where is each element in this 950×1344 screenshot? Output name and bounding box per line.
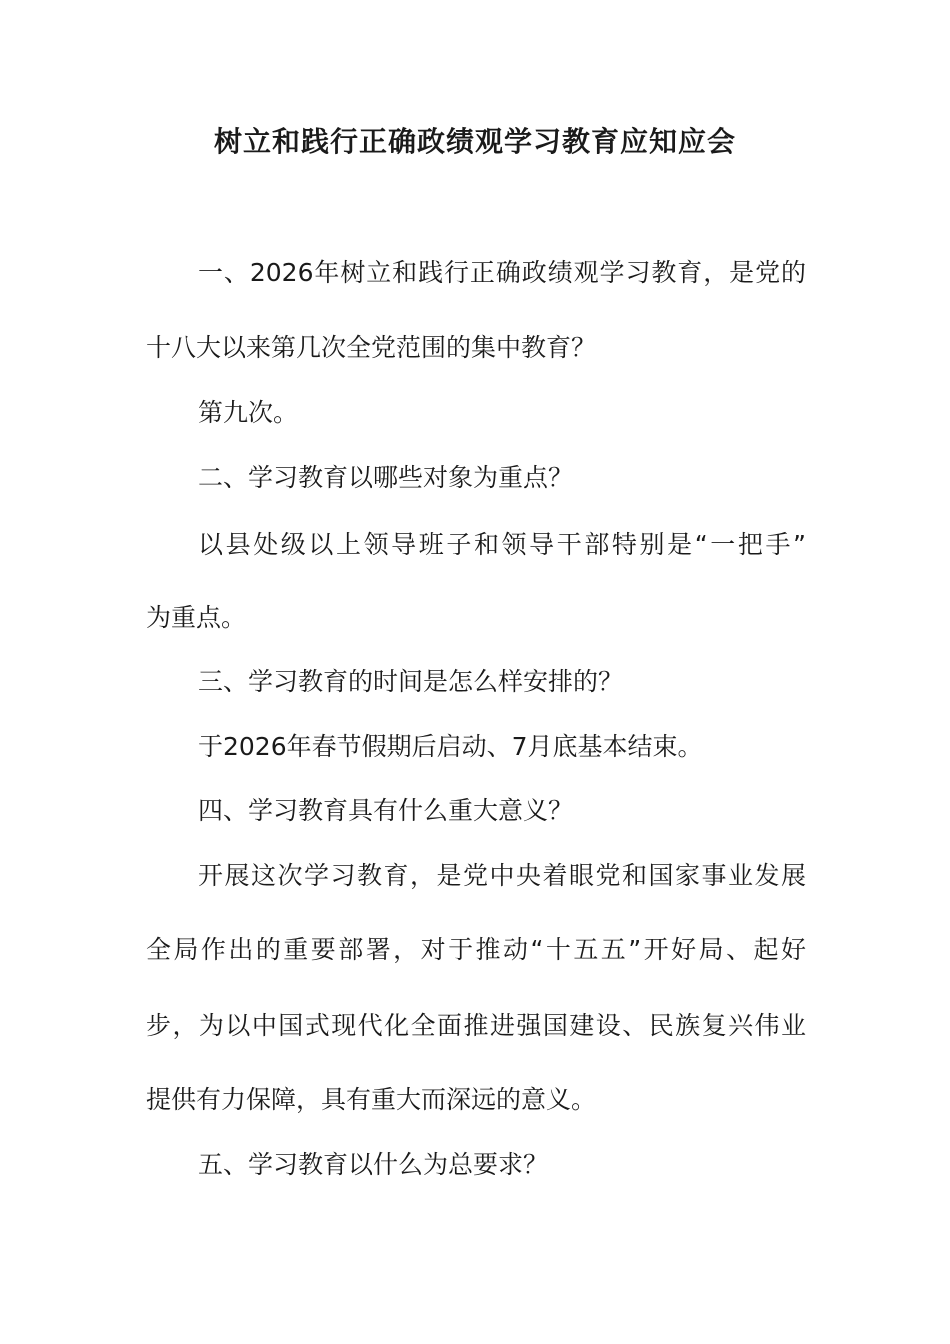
question-3: 三、学习教育的时间是怎么样安排的？ [198, 667, 624, 696]
question-1-line-2: 十八大以来第几次全党范围的集中教育？ [146, 333, 597, 362]
answer-2-line-2: 为重点。 [146, 603, 247, 632]
question-4: 四、学习教育具有什么重大意义？ [198, 796, 574, 825]
question-1-line-1: 一、2026年树立和践行正确政绩观学习教育，是党的 [198, 258, 806, 287]
answer-4-line-3: 步，为以中国式现代化全面推进强国建设、民族复兴伟业 [146, 1011, 806, 1040]
answer-2-line-1: 以县处级以上领导班子和领导干部特别是“一把手” [198, 530, 806, 559]
document-title: 树立和践行正确政绩观学习教育应知应会 [213, 125, 736, 158]
answer-3: 于2026年春节假期后启动、7月底基本结束。 [198, 732, 703, 761]
answer-4-line-2: 全局作出的重要部署，对于推动“十五五”开好局、起好 [146, 935, 806, 964]
answer-4-line-1: 开展这次学习教育，是党中央着眼党和国家事业发展 [198, 861, 806, 890]
answer-4-line-4: 提供有力保障，具有重大而深远的意义。 [146, 1085, 597, 1114]
answer-1: 第九次。 [198, 398, 299, 427]
question-5: 五、学习教育以什么为总要求？ [198, 1150, 549, 1179]
question-2: 二、学习教育以哪些对象为重点？ [198, 463, 574, 492]
